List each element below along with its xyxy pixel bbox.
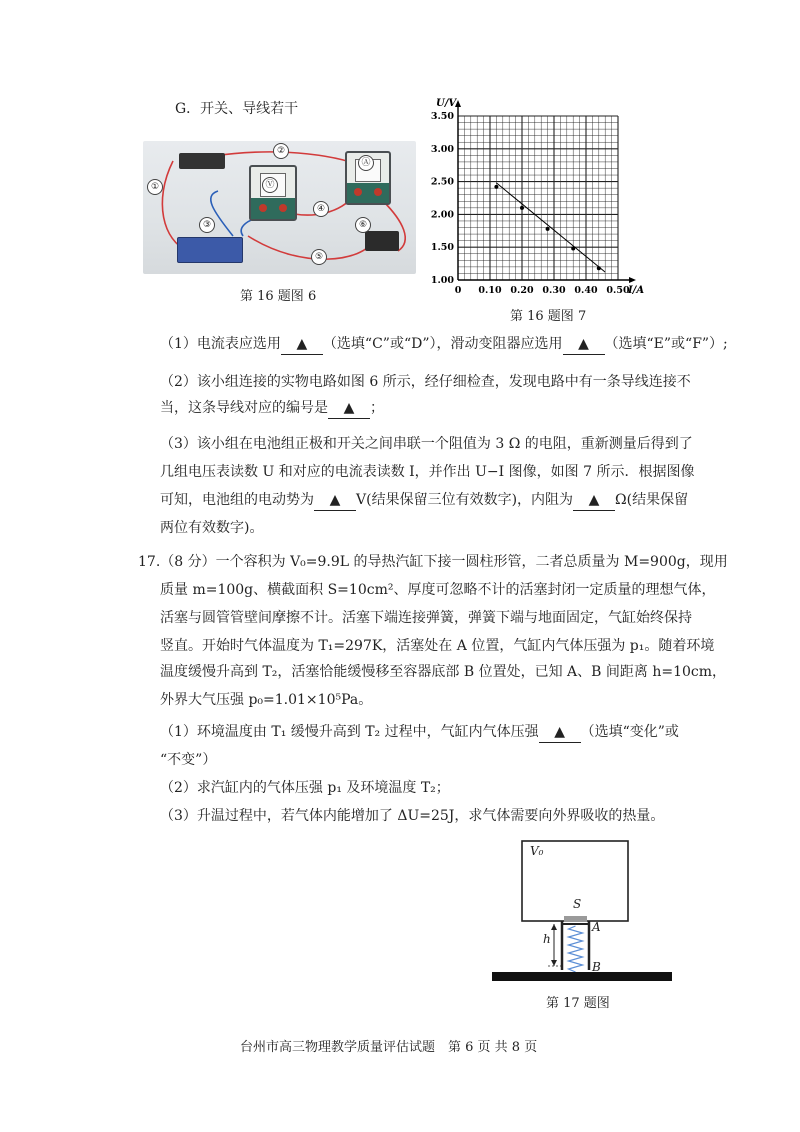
wire-label-3: ③ <box>199 217 215 233</box>
q16-part3-line1: （3）该小组在电池组正极和开关之间串联一个阻值为 3 Ω 的电阻，重新测量后得到了 <box>160 436 693 452</box>
fig7-caption: 第 16 题图 7 <box>510 309 587 324</box>
rheostat <box>365 231 399 251</box>
x-tick-label: 0.50 <box>606 285 630 296</box>
data-point <box>546 227 550 231</box>
y-tick-label: 1.00 <box>430 275 454 286</box>
cylinder-diagram <box>488 838 678 988</box>
x-tick-label: 0.30 <box>542 285 566 296</box>
q17-line6: 外界大气压强 p₀=1.01×10⁵Pa。 <box>160 692 373 708</box>
label-s: S <box>573 897 582 911</box>
label-a: A <box>592 920 601 934</box>
label-h: h <box>543 932 551 946</box>
ui-graph <box>420 94 680 304</box>
voltmeter-symbol: Ⓥ <box>262 177 278 193</box>
q16-part3-line4: 两位有效数字)。 <box>160 520 264 536</box>
q17-line4: 竖直。开始时气体温度为 T₁=297K，活塞处在 A 位置，气缸内气体压强为 p₁。随着环境 <box>160 638 715 654</box>
wire-label-6: ⑥ <box>355 217 371 233</box>
label-b: B <box>592 960 601 974</box>
q16-part3-line2: 几组电压表读数 U 和对应的电流表读数 I，并作出 U−I 图像，如图 7 所示．根据图像 <box>160 464 695 480</box>
y-axis-label: U/V <box>436 98 457 109</box>
y-tick-label: 3.50 <box>430 111 454 122</box>
x-tick-label: 0.20 <box>510 285 534 296</box>
voltmeter <box>249 165 297 221</box>
fig6-caption: 第 16 题图 6 <box>240 289 317 304</box>
q17-sub1-cont: “不变”） <box>160 752 217 768</box>
q17-line2: 质量 m=100g、横截面积 S=10cm²、厚度可忽略不计的活塞封闭一定质量的理想气体， <box>160 582 716 598</box>
q16-part1: （1）电流表应选用 ▲ （选填“C”或“D”），滑动变阻器应选用 ▲ （选填“E”或“F”）; <box>160 334 680 355</box>
q17-line5: 温度缓慢升高到 T₂，活塞恰能缓慢移至容器底部 B 位置处，已知 A、B 间距离 h=10cm， <box>160 664 727 680</box>
y-tick-label: 1.50 <box>430 242 454 254</box>
x-tick-label: 0 <box>454 285 462 296</box>
q16-part2-line1: （2）该小组连接的实物电路如图 6 所示，经仔细检查，发现电路中有一条导线连接不 <box>160 374 691 390</box>
data-point <box>494 185 498 189</box>
battery-pack <box>177 237 243 263</box>
wire-label-2: ② <box>273 143 289 159</box>
x-axis-arrow <box>629 277 636 283</box>
data-point <box>571 247 575 251</box>
wire-label-5: ⑤ <box>311 249 327 265</box>
q17-sub3: （3）升温过程中，若气体内能增加了 ΔU=25J，求气体需要向外界吸收的热量。 <box>160 808 665 824</box>
x-tick-label: 0.10 <box>478 285 502 296</box>
switch <box>179 153 225 169</box>
q17-sub2: （2）求汽缸内的气体压强 p₁ 及环境温度 T₂； <box>160 780 450 796</box>
ammeter-symbol: Ⓐ <box>358 155 374 171</box>
wire-label-4: ④ <box>313 201 329 217</box>
x-axis-label: I/A <box>628 285 645 296</box>
wire-label-1: ① <box>147 179 163 195</box>
data-point <box>520 206 524 210</box>
y-tick-label: 2.50 <box>430 176 454 188</box>
label-v0: V₀ <box>530 844 544 858</box>
q16-part3-line3: 可知，电池组的电动势为 ▲ V(结果保留三位有效数字)，内阻为 ▲ Ω(结果保留 <box>160 490 680 511</box>
q16-part2-line2: 当，这条导线对应的编号是 ▲ ； <box>160 398 680 419</box>
data-point <box>597 266 601 270</box>
q17-sub1: （1）环境温度由 T₁ 缓慢升高到 T₂ 过程中，气缸内气体压强 ▲ （选填“变化”或 <box>160 722 680 743</box>
y-tick-label: 2.00 <box>430 209 454 221</box>
q17-head: 17.（8 分）一个容积为 V₀=9.9L 的导热汽缸下接一圆柱形管，二者总质量为 M=900g，现用 <box>138 554 728 570</box>
y-tick-label: 3.00 <box>430 143 454 155</box>
q17-line3: 活塞与圆管管壁间摩擦不计。活塞下端连接弹簧，弹簧下端与地面固定，气缸始终保持 <box>160 610 692 626</box>
page-footer: 台州市高三物理教学质量评估试题 第 6 页 共 8 页 <box>240 1040 538 1055</box>
circuit-photo <box>143 141 416 274</box>
x-tick-label: 0.40 <box>574 285 598 296</box>
fig17-caption: 第 17 题图 <box>546 996 610 1011</box>
item-g: G．开关、导线若干 <box>175 101 299 117</box>
